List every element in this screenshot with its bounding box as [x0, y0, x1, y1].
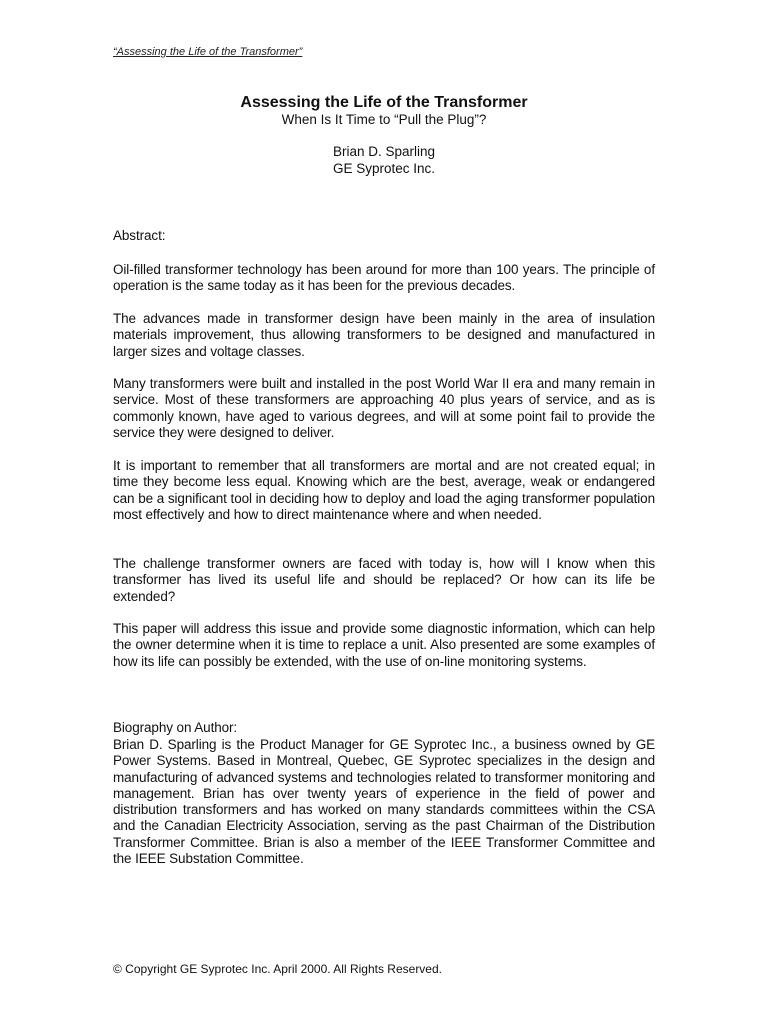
- author-company: GE Syprotec Inc.: [332, 160, 436, 176]
- biography-heading: Biography on Author:: [113, 720, 238, 735]
- biography-text: Brian D. Sparling is the Product Manager for GE Syprotec Inc., a business owned by GE Power Systems. Based in Montreal, Quebec, GE Syprotec specializes in the design and manufacturing of advanced systems and technologies related to transformer monitoring and management. Brian has over twenty years of experience in the field of power and distribution transformers and has worked on many standards committees within the CSA and the Canadian Electricity Association, serving as the past Chairman of the Distribution Transformer Committee. Brian is also a member of the IEEE Transformer Committee and the IEEE Substation Committee.: [113, 737, 655, 867]
- document-subtitle: When Is It Time to “Pull the Plug”?: [281, 112, 487, 127]
- abstract-paragraph-3: Many transformers were built and installed in the post World War II era and many remain in service. Most of these transformers are approaching 40 plus years of service, and as is commonly known, have aged to various degrees, and will at some point fail to provide the service they were designed to deliver.: [113, 376, 655, 440]
- abstract-paragraph-6: This paper will address this issue and provide some diagnostic information, which can help the owner determine when it is time to replace a unit. Also presented are some examples of how its life can possibly be extended, with the use of on-line monitoring systems.: [113, 621, 655, 669]
- abstract-paragraph-4: It is important to remember that all transformers are mortal and are not created equal; in time they become less equal. Knowing which are the best, average, weak or endangered can be a significant tool in deciding how to deploy and load the aging transformer population most effectively and how to direct maintenance where and when needed.: [113, 458, 655, 522]
- abstract-heading: Abstract:: [113, 228, 166, 243]
- abstract-paragraph-2: The advances made in transformer design have been mainly in the area of insulation materials improvement, thus allowing transformers to be designed and manufactured in larger sizes and voltage classes.: [113, 311, 655, 359]
- author-block: [113, 144, 655, 177]
- copyright-footer: © Copyright GE Syprotec Inc. April 2000. All Rights Reserved.: [113, 962, 442, 976]
- running-header: “Assessing the Life of the Transformer”: [113, 46, 303, 58]
- author-name: Brian D. Sparling: [332, 144, 436, 159]
- document-title: Assessing the Life of the Transformer: [240, 94, 528, 111]
- abstract-paragraph-1: Oil-filled transformer technology has been around for more than 100 years. The principle of operation is the same today as it has been for the previous decades.: [113, 262, 655, 294]
- abstract-paragraph-5: The challenge transformer owners are faced with today is, how will I know when this transformer has lived its useful life and should be replaced? Or how can its life be extended?: [113, 556, 655, 604]
- title-block: [113, 94, 655, 177]
